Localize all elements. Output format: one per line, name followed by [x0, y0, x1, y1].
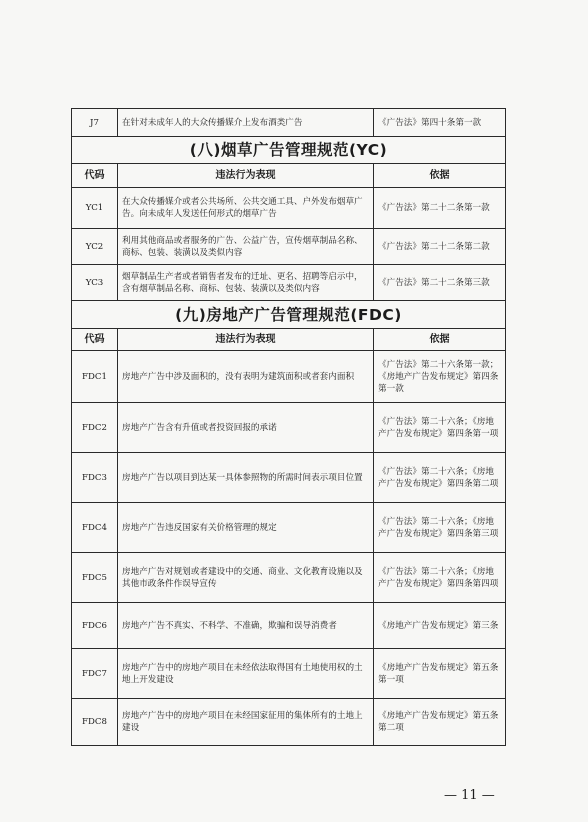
row-description: 房地产广告中涉及面积的，没有表明为建筑面积或者套内面积 [118, 351, 374, 403]
row-description: 利用其他商品或者服务的广告、公益广告，宣传烟草制品名称、商标、包装、装潢以及类似内容 [118, 229, 374, 265]
table-row [72, 699, 506, 746]
row-description: 房地产广告中的房地产项目在未经依法取得国有土地使用权的土地上开发建设 [118, 649, 374, 699]
table-row [72, 649, 506, 699]
table-row [72, 553, 506, 603]
header-code: 代码 [72, 329, 118, 351]
row-basis: 《广告法》第二十六条；《房地产广告发布规定》第四条第四项 [374, 553, 506, 603]
row-basis: 《广告法》第二十二条第二款 [374, 229, 506, 265]
table-row [72, 265, 506, 301]
row-code: FDC8 [72, 699, 118, 746]
row-description: 房地产广告不真实、不科学、不准确，欺骗和误导消费者 [118, 603, 374, 649]
row-description: 房地产广告对规划或者建设中的交通、商业、文化教育设施以及其他市政条件作误导宣传 [118, 553, 374, 603]
header-description: 违法行为表现 [118, 164, 374, 188]
row-basis: 《房地产广告发布规定》第五条第一项 [374, 649, 506, 699]
row-basis: 《广告法》第二十六条；《房地产广告发布规定》第四条第二项 [374, 453, 506, 503]
section-title-row [72, 137, 506, 164]
header-basis: 依据 [374, 164, 506, 188]
header-row [72, 329, 506, 351]
row-description: 在大众传播媒介或者公共场所、公共交通工具、户外发布烟草广告。向未成年人发送任何形式的烟草广告 [118, 188, 374, 229]
row-description: 房地产广告含有升值或者投资回报的承诺 [118, 403, 374, 453]
row-code: FDC6 [72, 603, 118, 649]
table-row [72, 453, 506, 503]
row-code: FDC5 [72, 553, 118, 603]
header-row [72, 164, 506, 188]
row-basis: 《广告法》第四十条第一款 [374, 109, 506, 137]
row-basis: 《广告法》第二十六条；《房地产广告发布规定》第四条第一项 [374, 403, 506, 453]
section-title-real-estate: (九)房地产广告管理规范(FDC) [72, 301, 506, 329]
row-description: 烟草制品生产者或者销售者发布的迁址、更名、招聘等启示中，含有烟草制品名称、商标、包装、装潢以及类似内容 [118, 265, 374, 301]
row-basis: 《广告法》第二十六条；《房地产广告发布规定》第四条第三项 [374, 503, 506, 553]
row-basis: 《广告法》第二十二条第三款 [374, 265, 506, 301]
header-basis: 依据 [374, 329, 506, 351]
row-basis: 《广告法》第二十二条第一款 [374, 188, 506, 229]
row-code: FDC7 [72, 649, 118, 699]
row-code: YC3 [72, 265, 118, 301]
row-basis: 《房地产广告发布规定》第三条 [374, 603, 506, 649]
table-row [72, 503, 506, 553]
table-row [72, 229, 506, 265]
row-code: FDC2 [72, 403, 118, 453]
row-code: FDC4 [72, 503, 118, 553]
table-row [72, 188, 506, 229]
table-row [72, 403, 506, 453]
table-row [72, 603, 506, 649]
row-description: 房地产广告中的房地产项目在未经国家征用的集体所有的土地上建设 [118, 699, 374, 746]
row-code: FDC3 [72, 453, 118, 503]
row-code: YC2 [72, 229, 118, 265]
row-description: 房地产广告以项目到达某一具体参照物的所需时间表示项目位置 [118, 453, 374, 503]
section-title-tobacco: (八)烟草广告管理规范(YC) [72, 137, 506, 164]
table-row [72, 109, 506, 137]
section-title-row [72, 301, 506, 329]
row-code: YC1 [72, 188, 118, 229]
page-number: — 11 — [444, 788, 495, 803]
header-description: 违法行为表现 [118, 329, 374, 351]
row-description: 在针对未成年人的大众传播媒介上发布酒类广告 [118, 109, 374, 137]
row-basis: 《广告法》第二十六条第一款；《房地产广告发布规定》第四条第一款 [374, 351, 506, 403]
row-basis: 《房地产广告发布规定》第五条第二项 [374, 699, 506, 746]
header-code: 代码 [72, 164, 118, 188]
row-code: FDC1 [72, 351, 118, 403]
row-code: J7 [72, 109, 118, 137]
row-description: 房地产广告违反国家有关价格管理的规定 [118, 503, 374, 553]
regulation-table [71, 108, 506, 746]
table-row [72, 351, 506, 403]
